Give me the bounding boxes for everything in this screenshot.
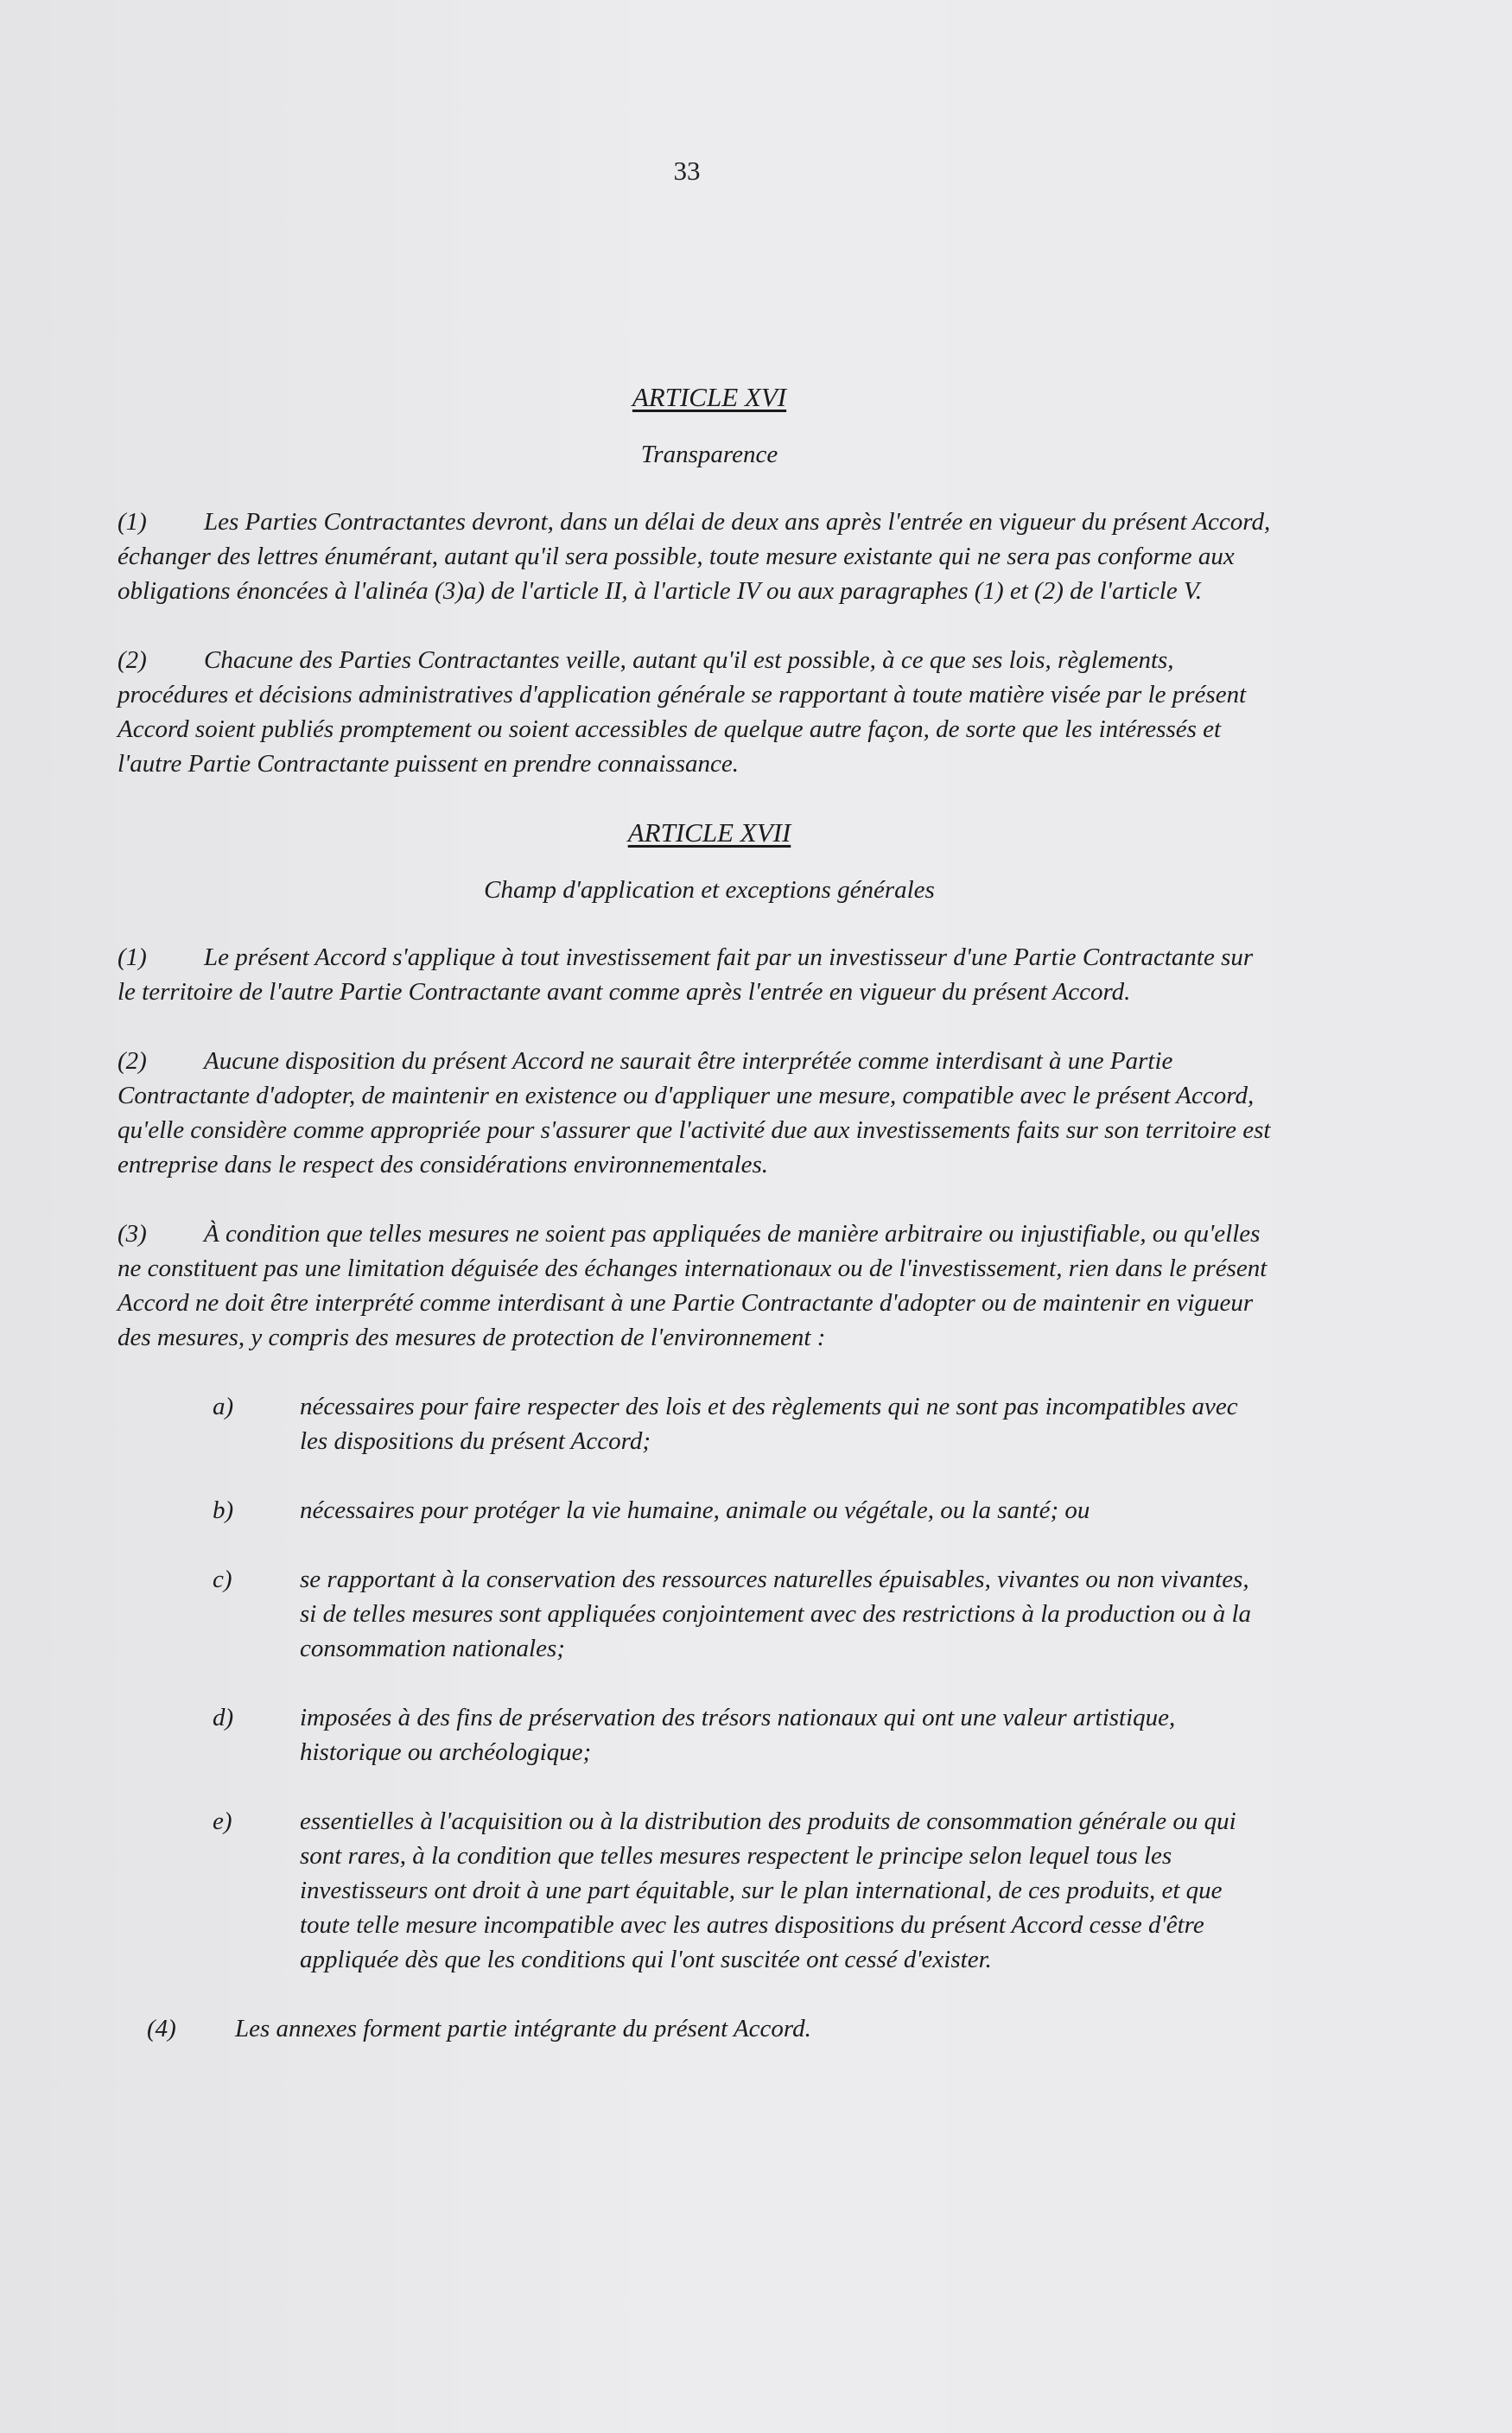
- paragraph-number: (1): [118, 943, 147, 971]
- item-letter: a): [213, 1393, 234, 1420]
- article-17-title: ARTICLE XVII: [627, 817, 791, 848]
- article-16-paragraph-1: [118, 505, 1275, 608]
- paragraph-text: À condition que telles mesures ne soient pas appliquées de manière arbitraire ou injustifiable, ou qu'elles ne constituent pas une limitation déguisée des échanges internationaux ou de l'investissement, rien dans le présent Accord ne doit être interprété comme interdisant à une Partie Contractante d'adopter ou de maintenir en vigueur des mesures, y compris des mesures de protection de l'environnement :: [118, 1220, 1267, 1351]
- item-text: imposées à des fins de préservation des trésors nationaux qui ont une valeur artistique, historique ou archéologique;: [300, 1704, 1176, 1766]
- paragraph-text: Aucune disposition du présent Accord ne saurait être interprétée comme interdisant à une Partie Contractante d'adopter, de maintenir en existence ou d'appliquer une mesure, compatible avec le présent Accord, qu'elle considère comme appropriée pour s'assurer que l'activité due aux investissements faits sur son territoire est entreprise dans le respect des considérations environnementales.: [118, 1047, 1271, 1178]
- item-letter: c): [213, 1566, 232, 1593]
- article-16-subtitle: Transparence: [640, 441, 778, 468]
- article-17-paragraph-2: [118, 1044, 1275, 1182]
- article-17-paragraph-1: [118, 940, 1275, 1009]
- item-text: nécessaires pour faire respecter des lois et des règlements qui ne sont pas incompatibles avec les dispositions du présent Accord;: [300, 1393, 1238, 1455]
- item-letter: e): [213, 1807, 232, 1835]
- paragraph-text: Les Parties Contractantes devront, dans un délai de deux ans après l'entrée en vigueur du présent Accord, échanger des lettres énumérant, autant qu'il sera possible, toute mesure existante qui ne sera pas conforme aux obligations énoncées à l'alinéa (3)a) de l'article II, à l'article IV ou aux paragraphes (1) et (2) de l'article V.: [118, 508, 1271, 605]
- page-number: 33: [673, 156, 701, 186]
- exception-list: [118, 1389, 1275, 1977]
- item-letter: b): [213, 1496, 234, 1524]
- list-item: [118, 1389, 1275, 1458]
- item-text: essentielles à l'acquisition ou à la distribution des produits de consommation générale ou qui sont rares, à la condition que telles mesures respectent le principe selon lequel tous les investisseurs ont droit à une part équitable, sur le plan international, de ces produits, et que toute telle mesure incompatible avec les autres dispositions du présent Accord cesse d'être appliquée dès que les conditions qui l'ont suscitée ont cessé d'exister.: [300, 1807, 1236, 1973]
- paragraph-text: Les annexes forment partie intégrante du présent Accord.: [235, 2015, 811, 2042]
- item-text: se rapportant à la conservation des ressources naturelles épuisables, vivantes ou non vivantes, si de telles mesures sont appliquées conjointement avec des restrictions à la production ou à la consommation nationales;: [300, 1566, 1252, 1662]
- paragraph-number: (1): [118, 508, 147, 536]
- article-16-paragraph-2: [118, 643, 1275, 781]
- list-item: [118, 1493, 1275, 1528]
- article-17-paragraph-3: [118, 1216, 1275, 1355]
- list-item: [118, 1700, 1275, 1769]
- article-16-title: ARTICLE XVI: [632, 382, 787, 412]
- paragraph-text: Chacune des Parties Contractantes veille, autant qu'il est possible, à ce que ses lois, règlements, procédures et décisions administratives d'application générale se rapportant à toute matière visée par le présent Accord soient publiés promptement ou soient accessibles de quelque autre façon, de sorte que les intéressés et l'autre Partie Contractante puissent en prendre connaissance.: [118, 646, 1247, 778]
- list-item: [118, 1562, 1275, 1666]
- list-item: [118, 1804, 1275, 1977]
- paragraph-number: (3): [118, 1220, 147, 1248]
- item-text: nécessaires pour protéger la vie humaine, animale ou végétale, ou la santé; ou: [300, 1496, 1090, 1524]
- page-content: [118, 346, 1275, 2080]
- paragraph-number: (2): [118, 1047, 147, 1075]
- item-letter: d): [213, 1704, 234, 1731]
- paragraph-number: (2): [118, 646, 147, 674]
- paragraph-number: (4): [147, 2015, 176, 2042]
- article-17-subtitle: Champ d'application et exceptions générales: [484, 876, 935, 904]
- article-17-paragraph-4: [118, 2011, 1275, 2046]
- paragraph-text: Le présent Accord s'applique à tout investissement fait par un investisseur d'une Partie Contractante sur le territoire de l'autre Partie Contractante avant comme après l'entrée en vigueur du présent Accord.: [118, 943, 1254, 1006]
